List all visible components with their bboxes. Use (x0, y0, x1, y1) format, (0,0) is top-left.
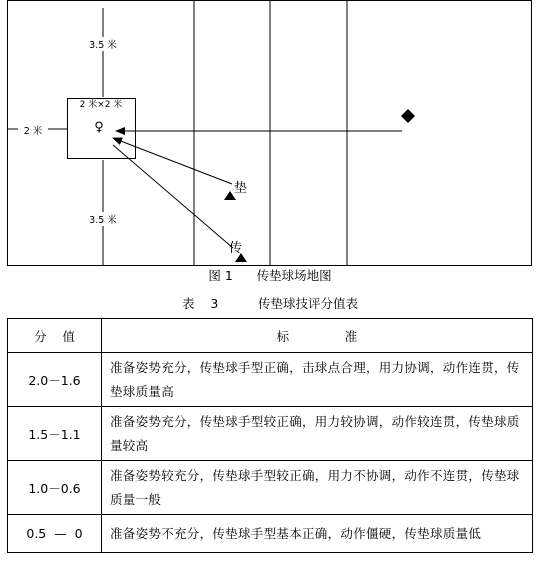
target-symbol: ♀ (94, 120, 104, 135)
court-diagram (0, 0, 540, 266)
score-cell: 1.5－1.1 (8, 407, 102, 461)
criteria-cell: 准备姿势充分，传垫球手型较正确，用力较协调，动作较连贯，传垫球质量较高 (102, 407, 533, 461)
table-row (8, 407, 533, 461)
label-top-distance: 3.5 米 (89, 40, 117, 51)
arrow-pass (113, 145, 233, 248)
figure-caption: 图 1 传垫球场地图 (208, 268, 332, 283)
table-title: 表 3 传垫球技评分值表 (181, 296, 359, 311)
score-cell: 1.0－0.6 (8, 461, 102, 515)
table-row (8, 461, 533, 515)
scoring-table (7, 318, 533, 553)
table-row (8, 515, 533, 553)
diamond-icon (401, 109, 415, 123)
criteria-cell: 准备姿势不充分，传垫球手型基本正确，动作僵硬，传垫球质量低 (102, 515, 533, 553)
table-header-row (8, 319, 533, 353)
header-score: 分 值 (8, 319, 102, 353)
label-box-size: 2 米×2 米 (79, 100, 123, 110)
table-row (8, 353, 533, 407)
criteria-cell: 准备姿势较充分，传垫球手型较正确，用力不协调，动作不连贯，传垫球质量一般 (102, 461, 533, 515)
criteria-cell: 准备姿势充分，传垫球手型正确，击球点合理，用力协调，动作连贯，传垫球质量高 (102, 353, 533, 407)
header-criteria: 标 准 (102, 319, 533, 353)
label-left-distance: 2 米 (23, 126, 43, 137)
label-bottom-distance: 3.5 米 (89, 215, 117, 226)
arrow-dig (113, 138, 232, 184)
score-cell: 2.0－1.6 (8, 353, 102, 407)
label-dig: 垫 (234, 181, 248, 196)
score-cell: 0.5 — 0 (8, 515, 102, 553)
label-pass: 传 (229, 241, 243, 256)
